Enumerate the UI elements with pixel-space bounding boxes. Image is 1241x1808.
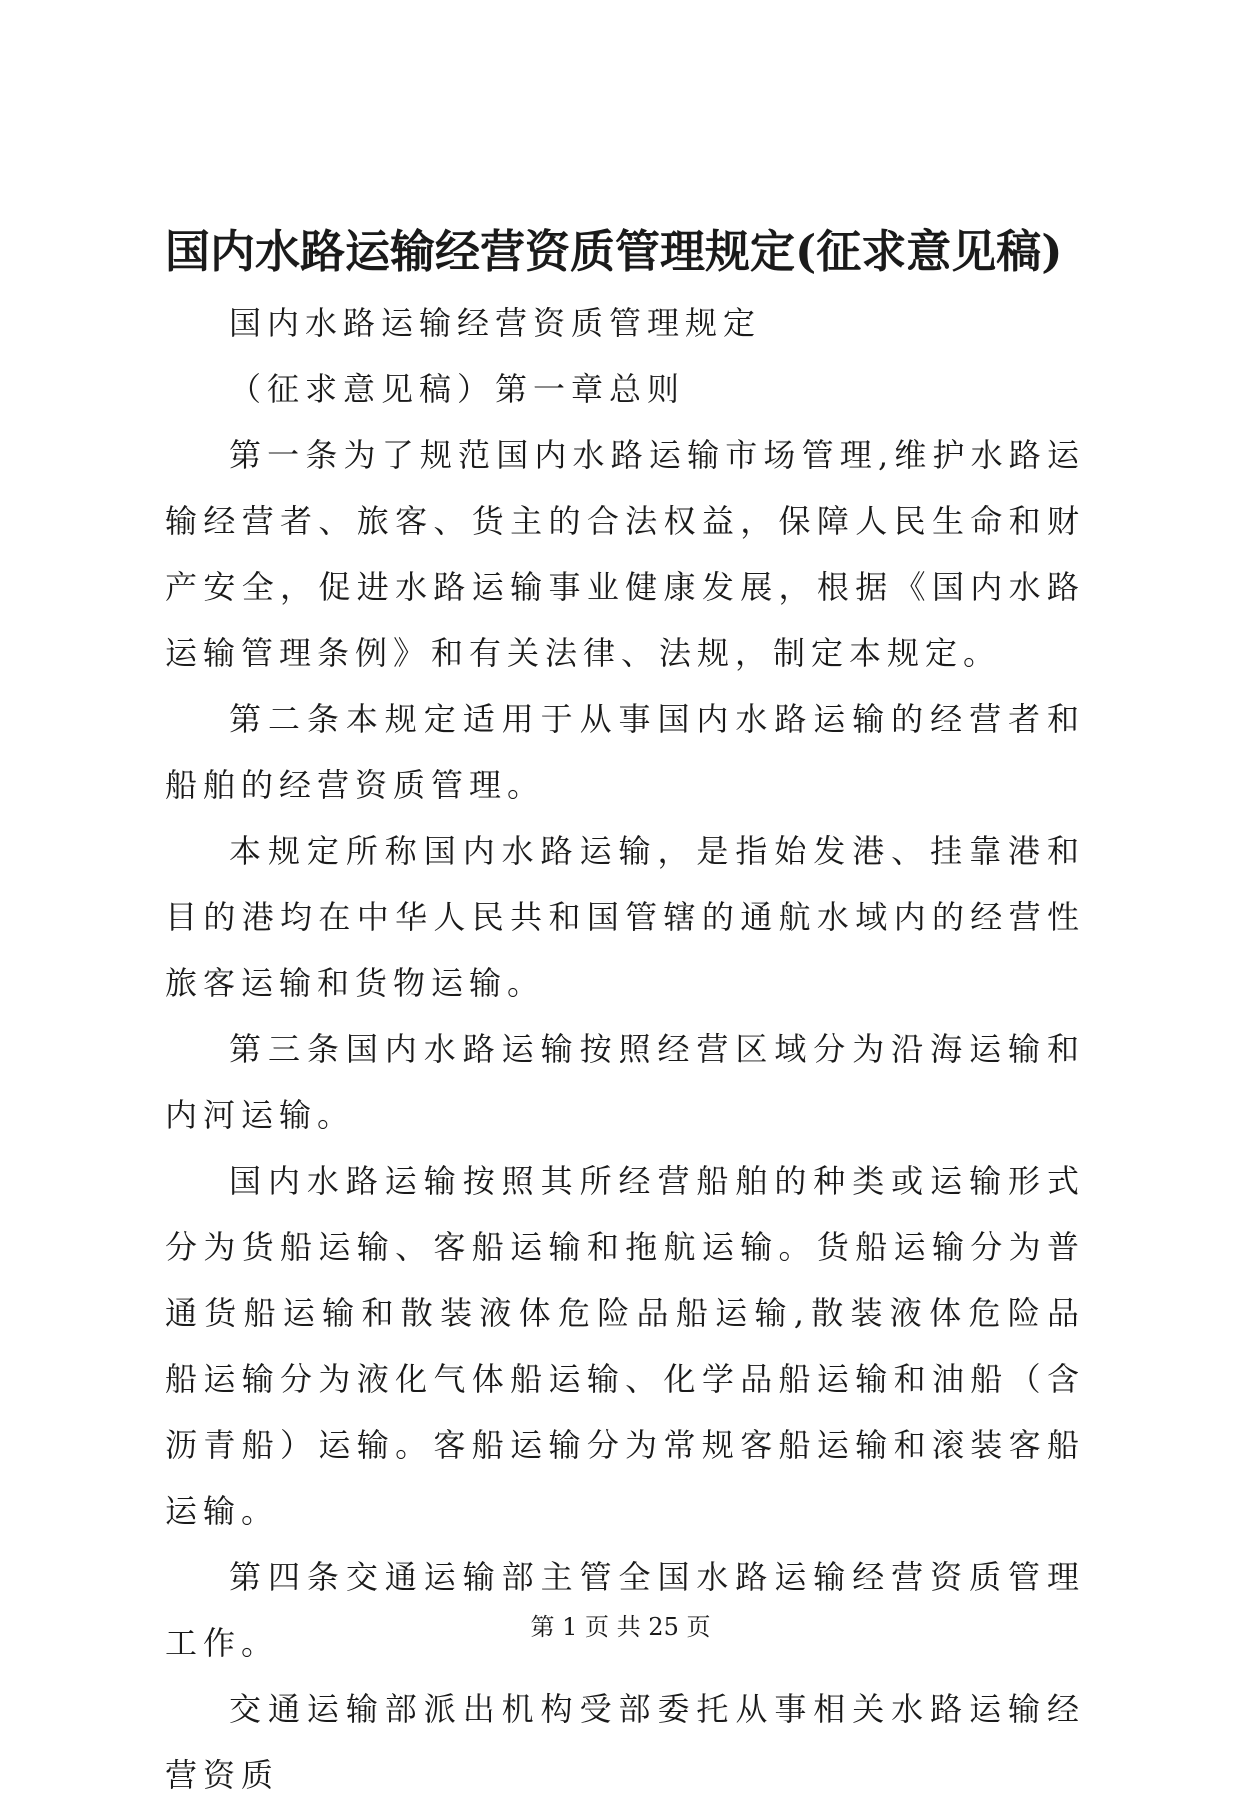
paragraph-article-3: 第三条国内水路运输按照经营区域分为沿海运输和内河运输。 <box>165 1030 1085 1134</box>
paragraph-article-4-continued: 交通运输部派出机构受部委托从事相关水路运输经营资质 <box>165 1690 1085 1794</box>
document-title: 国内水路运输经营资质管理规定(征求意见稿) <box>165 225 1063 278</box>
paragraph-article-2-definition: 本规定所称国内水路运输，是指始发港、挂靠港和目的港均在中华人民共和国管辖的通航水域内的经营性旅客运输和货物运输。 <box>165 832 1085 1002</box>
paragraph-subtitle: 国内水路运输经营资质管理规定 <box>229 304 762 342</box>
page-footer: 第 1 页 共 25 页 <box>530 1613 711 1641</box>
paragraph-article-4: 第四条交通运输部主管全国水路运输经营资质管理工作。 <box>165 1558 1085 1662</box>
paragraph-article-1: 第一条为了规范国内水路运输市场管理,维护水路运输经营者、旅客、货主的合法权益，保障人民生命和财产安全，促进水路运输事业健康发展，根据《国内水路运输管理条例》和有关法律、法规，制定本规定。 <box>165 436 1085 672</box>
paragraph-chapter-heading: （征求意见稿）第一章总则 <box>229 370 686 408</box>
paragraph-article-2: 第二条本规定适用于从事国内水路运输的经营者和船舶的经营资质管理。 <box>165 700 1085 804</box>
paragraph-article-3-types: 国内水路运输按照其所经营船舶的种类或运输形式分为货船运输、客船运输和拖航运输。货船运输分为普通货船运输和散装液体危险品船运输,散装液体危险品船运输分为液化气体船运输、化学品船运输和油船（含沥青船）运输。客船运输分为常规客船运输和滚装客船运输。 <box>165 1162 1085 1530</box>
document-body <box>165 290 1085 1808</box>
